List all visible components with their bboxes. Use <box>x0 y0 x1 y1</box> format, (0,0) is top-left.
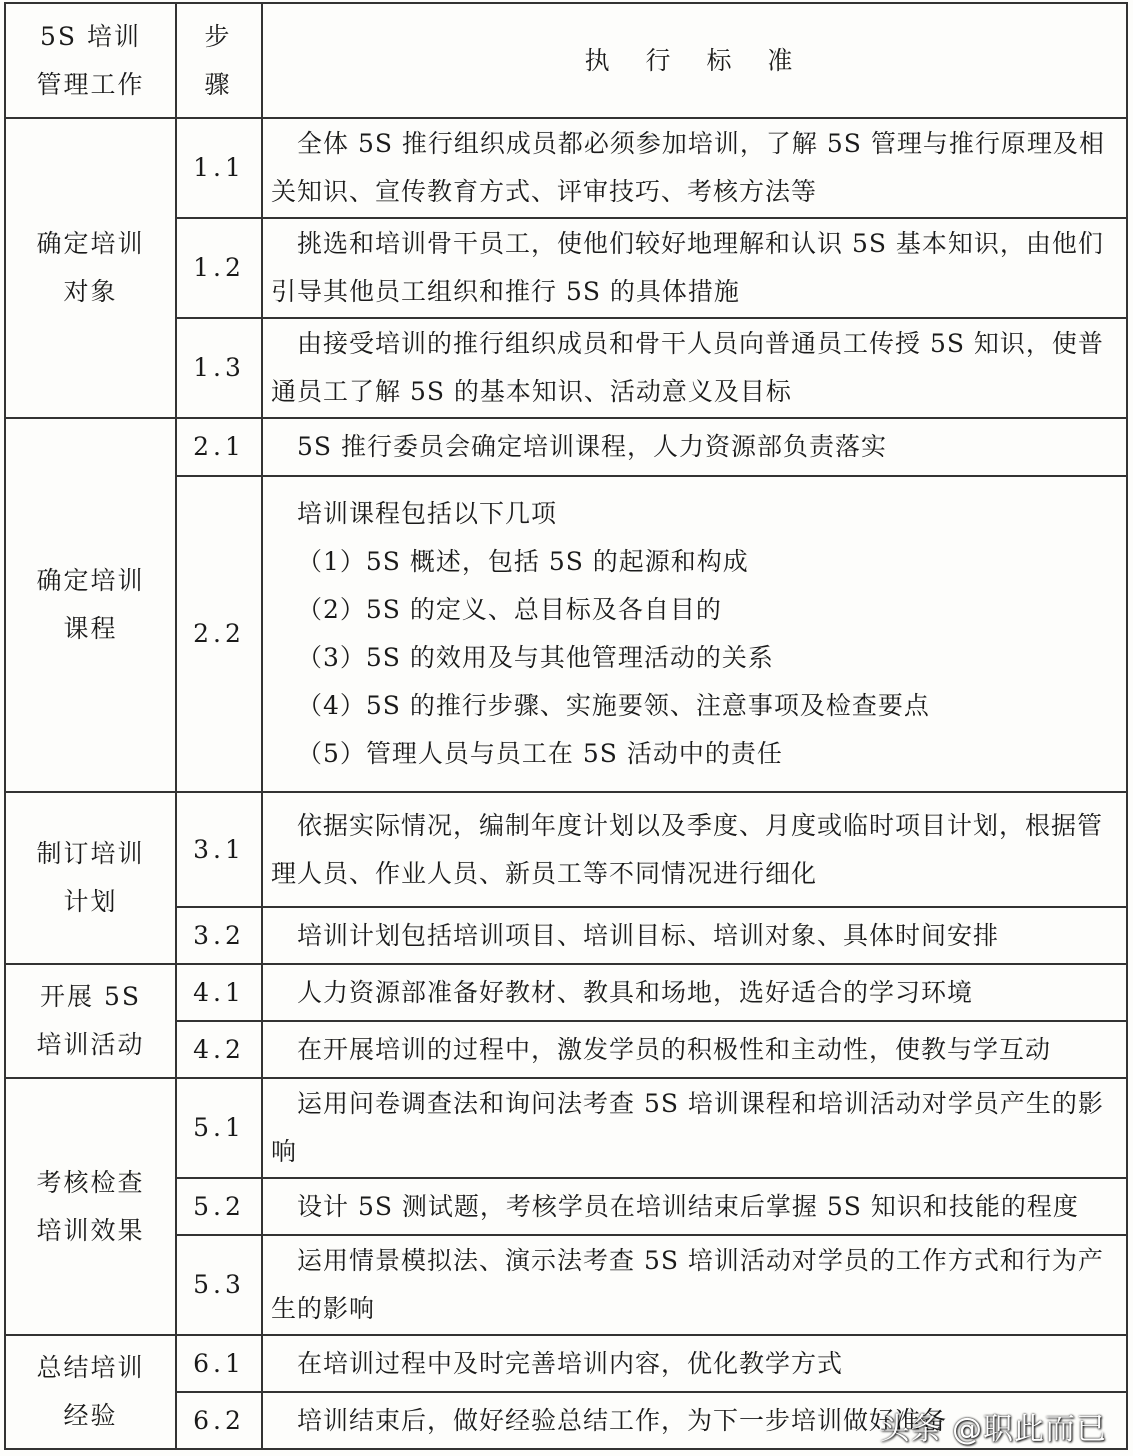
course-item: （2）5S 的定义、总目标及各自目的 <box>297 595 722 624</box>
standard-text <box>262 318 1127 418</box>
standard-text-body: 依据实际情况，编制年度计划以及季度、月度或临时项目计划，根据管理人员、作业人员、新员工等不同情况进行细化 <box>271 810 1104 888</box>
standard-text-body: 5S 推行委员会确定培训课程，人力资源部负责落实 <box>297 432 887 461</box>
table-row <box>5 118 1127 218</box>
standard-text-body: 在开展培训的过程中，激发学员的积极性和主动性，使教与学互动 <box>297 1034 1052 1064</box>
standard-text <box>262 418 1127 476</box>
standard-text <box>262 1021 1127 1078</box>
group-title-line: 确定培训 <box>36 229 145 258</box>
standard-text-body: 运用问卷调查法和询问法考查 5S 培训课程和培训活动对学员产生的影响 <box>271 1089 1104 1166</box>
group-title-line: 开展 5S <box>40 982 141 1011</box>
header-line: 步 <box>204 21 234 51</box>
group-title-line: 对象 <box>63 277 118 306</box>
header-line: 骤 <box>204 69 234 99</box>
course-item: （5）管理人员与员工在 5S 活动中的责任 <box>297 739 783 768</box>
table-row <box>5 792 1127 907</box>
standard-text <box>262 118 1127 218</box>
table-row <box>5 1078 1127 1178</box>
standard-text <box>262 907 1127 964</box>
standard-text <box>262 1078 1127 1178</box>
group-title <box>5 1335 176 1449</box>
header-row <box>5 3 1127 118</box>
group-title-line: 培训效果 <box>36 1215 145 1245</box>
group-title <box>5 792 176 964</box>
step-number: 5.1 <box>176 1078 262 1178</box>
course-item: （4）5S 的推行步骤、实施要领、注意事项及检查要点 <box>297 691 930 720</box>
step-number: 2.1 <box>176 418 262 476</box>
standard-text-body: 培训结束后，做好经验总结工作，为下一步培训做好准备 <box>297 1405 948 1435</box>
step-number: 2.2 <box>176 476 262 792</box>
group-title-line: 课程 <box>63 614 118 643</box>
step-number: 5.3 <box>176 1235 262 1335</box>
standard-text-body: 培训计划包括培训项目、培训目标、培训对象、具体时间安排 <box>297 920 1000 950</box>
group-title-line: 确定培训 <box>36 566 145 595</box>
course-item: （1）5S 概述，包括 5S 的起源和构成 <box>297 547 749 576</box>
standard-text-body: 挑选和培训骨干员工，使他们较好地理解和认识 5S 基本知识，由他们引导其他员工组织和推行 5S 的具体措施 <box>271 229 1104 306</box>
standard-text <box>262 1235 1127 1335</box>
standard-text-body: 在培训过程中及时完善培训内容，优化教学方式 <box>297 1348 844 1378</box>
header-line: 管理工作 <box>36 69 145 99</box>
standard-text-body: 由接受培训的推行组织成员和骨干人员向普通员工传授 5S 知识，使普通员工了解 5S 的基本知识、活动意义及目标 <box>271 329 1104 406</box>
group-title-line: 考核检查 <box>36 1167 145 1197</box>
standard-text-body: 运用情景模拟法、演示法考查 5S 培训活动对学员的工作方式和行为产生的影响 <box>271 1246 1104 1323</box>
5s-training-table <box>4 2 1128 1450</box>
step-number: 1.3 <box>176 318 262 418</box>
header-standard: 执 行 标 准 <box>262 3 1127 118</box>
group-title <box>5 118 176 418</box>
table-row <box>5 964 1127 1021</box>
standard-text-body: 全体 5S 推行组织成员都必须参加培训，了解 5S 管理与推行原理及相关知识、宣传教育方式、评审技巧、考核方法等 <box>271 129 1105 206</box>
step-number: 6.2 <box>176 1392 262 1449</box>
group-title <box>5 964 176 1078</box>
group-title <box>5 418 176 792</box>
step-number: 4.2 <box>176 1021 262 1078</box>
course-item: （3）5S 的效用及与其他管理活动的关系 <box>297 643 774 672</box>
group-title-line: 培训活动 <box>36 1030 145 1059</box>
standard-text <box>262 218 1127 318</box>
standard-text <box>262 1335 1127 1392</box>
step-number: 4.1 <box>176 964 262 1021</box>
table-row <box>5 418 1127 476</box>
group-title-line: 总结培训 <box>36 1353 145 1382</box>
source-watermark: 头条 @职此而已 <box>879 1412 1107 1447</box>
header-line: 5S 培训 <box>40 21 141 51</box>
header-step <box>176 3 262 118</box>
standard-text-body: 设计 5S 测试题，考核学员在培训结束后掌握 5S 知识和技能的程度 <box>297 1191 1079 1221</box>
standard-text <box>262 476 1127 792</box>
group-title <box>5 1078 176 1335</box>
table-row <box>5 1335 1127 1392</box>
step-number: 1.1 <box>176 118 262 218</box>
standard-text <box>262 964 1127 1021</box>
standard-text-intro: 培训课程包括以下几项 <box>297 499 558 528</box>
step-number: 6.1 <box>176 1335 262 1392</box>
group-title-line: 计划 <box>63 887 118 916</box>
standard-text-body: 人力资源部准备好教材、教具和场地，选好适合的学习环境 <box>297 977 974 1007</box>
header-management-work <box>5 3 176 118</box>
group-title-line: 经验 <box>63 1401 118 1430</box>
standard-text <box>262 1178 1127 1235</box>
step-number: 3.1 <box>176 792 262 907</box>
step-number: 3.2 <box>176 907 262 964</box>
step-number: 5.2 <box>176 1178 262 1235</box>
group-title-line: 制订培训 <box>36 839 145 868</box>
standard-text <box>262 792 1127 907</box>
step-number: 1.2 <box>176 218 262 318</box>
